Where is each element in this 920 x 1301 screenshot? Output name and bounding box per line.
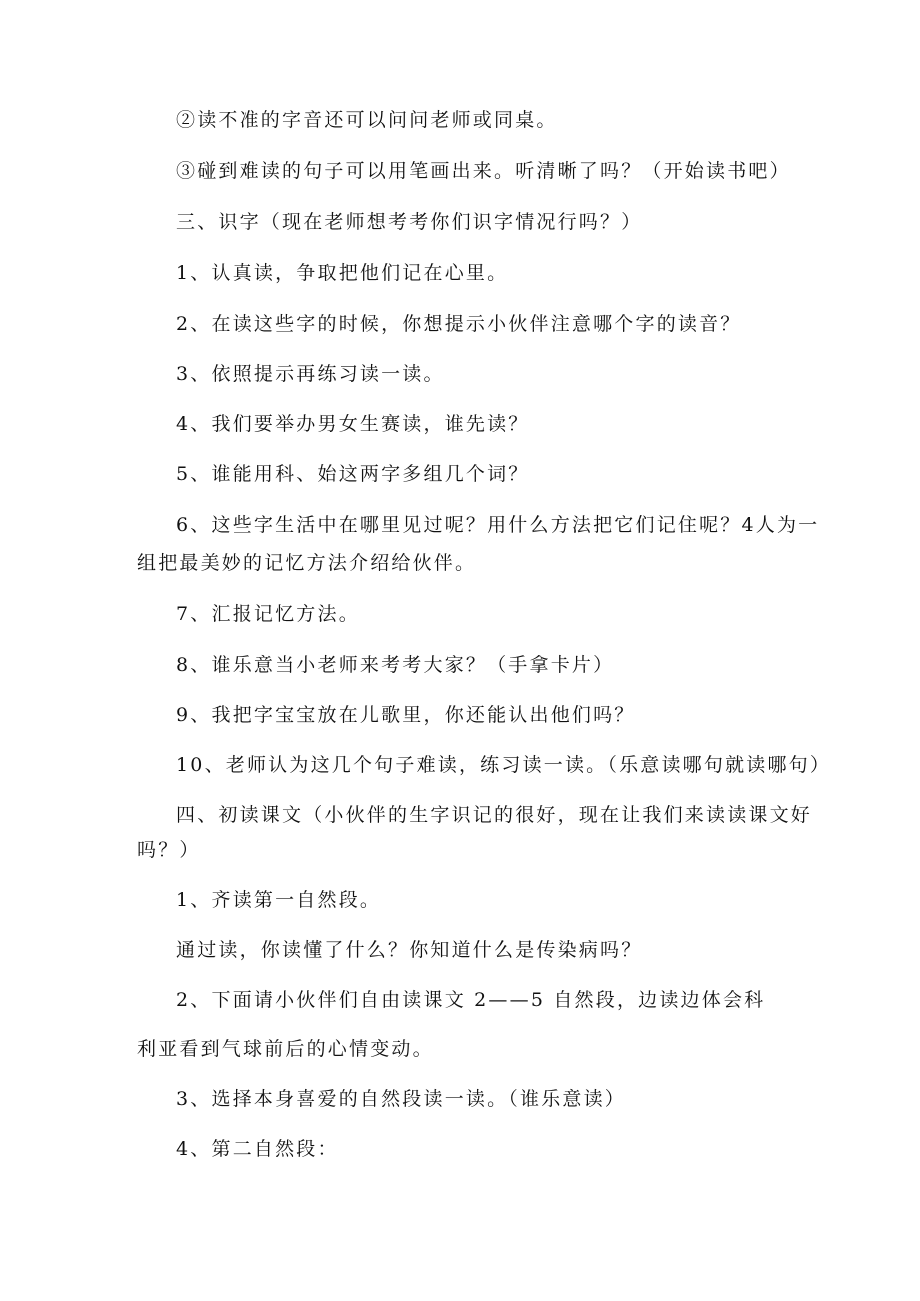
text-line-7: 4、我们要举办男女生赛读，谁先读？ — [176, 413, 530, 435]
text-line-19: 2、下面请小伙伴们自由读课文 2——5 自然段，边读边体会科 — [176, 989, 766, 1011]
text-line-11: 7、汇报记忆方法。 — [176, 603, 360, 625]
section-heading-reading: 四、初读课文（小伙伴的生字识记的很好，现在让我们来读读课文好 — [176, 804, 813, 826]
text-line-2: ③碰到难读的句子可以用笔画出来。听清晰了吗？（开始读书吧） — [176, 160, 791, 182]
text-line-12: 8、谁乐意当小老师来考考大家？（手拿卡片） — [176, 654, 615, 676]
text-line-16: 吗？） — [137, 839, 201, 861]
text-line-6: 3、依照提示再练习读一读。 — [176, 363, 445, 385]
text-line-5: 2、在读这些字的时候，你想提示小伙伴注意哪个字的读音？ — [176, 313, 742, 335]
text-line-10: 组把最美妙的记忆方法介绍给伙伴。 — [137, 552, 477, 574]
text-line-14: 10、老师认为这几个句子难读，练习读一读。（乐意读哪句就读哪句） — [176, 754, 832, 776]
text-line-18: 通过读，你读懂了什么？你知道什么是传染病吗？ — [176, 939, 643, 961]
section-heading-literacy: 三、识字（现在老师想考考你们识字情况行吗？） — [176, 211, 643, 233]
text-line-9: 6、这些字生活中在哪里见过呢？用什么方法把它们记住呢？4人为一 — [176, 514, 820, 536]
text-line-8: 5、谁能用科、始这两字多组几个词？ — [176, 463, 530, 485]
text-line-1: ②读不准的字音还可以问问老师或同桌。 — [176, 109, 558, 131]
text-line-20: 利亚看到气球前后的心情变动。 — [137, 1038, 434, 1060]
text-line-4: 1、认真读，争取把他们记在心里。 — [176, 262, 509, 284]
text-line-17: 1、齐读第一自然段。 — [176, 889, 382, 911]
text-line-22: 4、第二自然段： — [176, 1138, 339, 1160]
text-line-21: 3、选择本身喜爱的自然段读一读。（谁乐意读） — [176, 1088, 626, 1110]
text-line-13: 9、我把字宝宝放在儿歌里，你还能认出他们吗？ — [176, 704, 636, 726]
